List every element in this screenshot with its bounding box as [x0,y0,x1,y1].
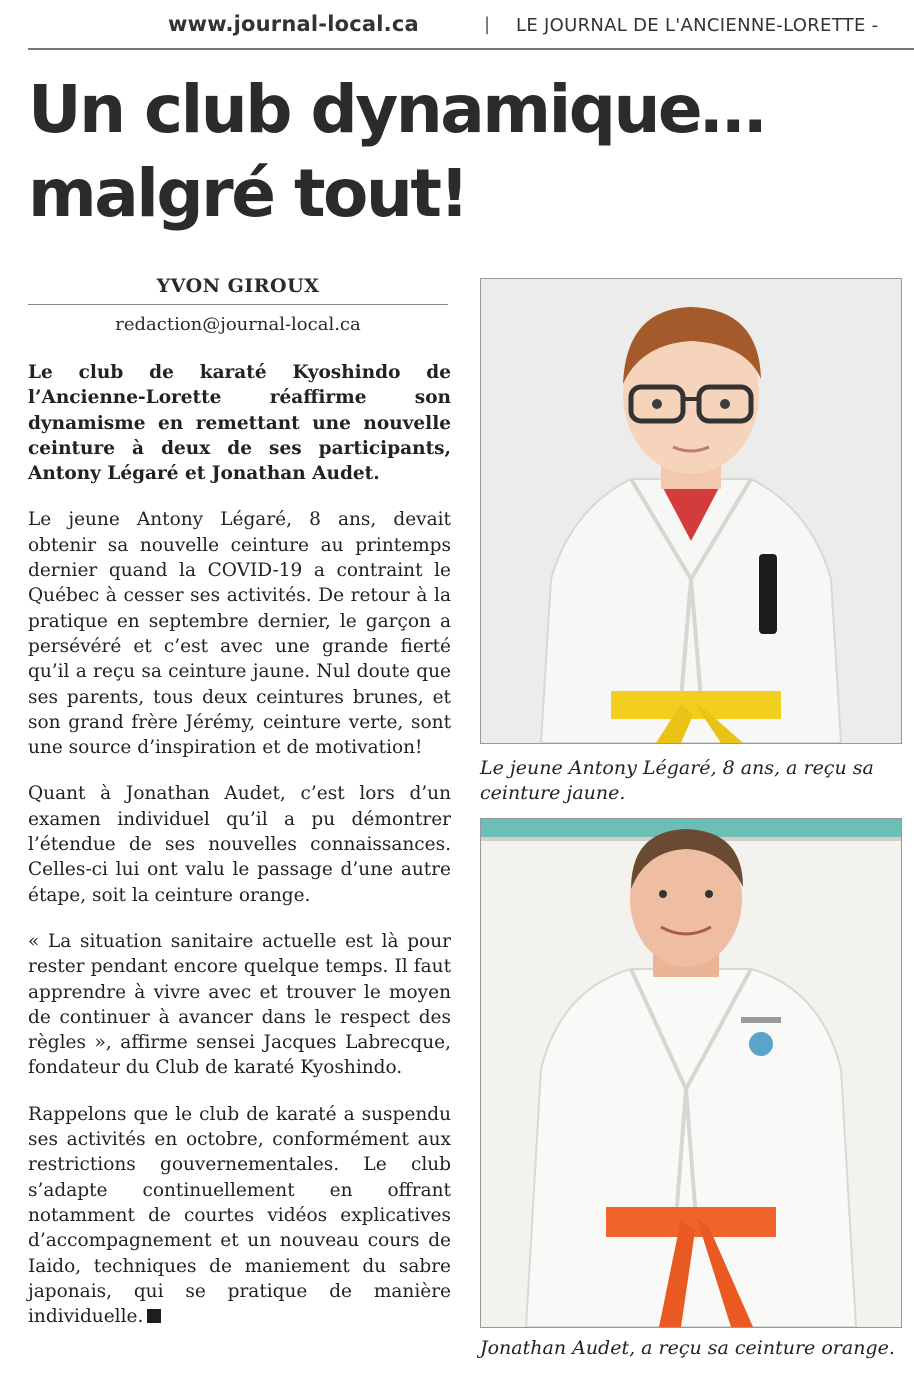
photo-antony-legare [480,278,902,744]
article-body [28,360,451,1350]
photo-jonathan-audet [480,818,902,1328]
headline-line-1: Un club dynamique… [28,71,764,148]
newspaper-name: LE JOURNAL DE L'ANCIENNE-LORETTE - [516,15,879,36]
article-paragraph-4 [28,1102,451,1330]
article-paragraph-2: Quant à Jonathan Audet, c’est lors d’un examen individuel qu’il a pu démontrer l’étendue de ses nouvelles connaissances. Celles-ci lui ont valu le passage d’une autre étape, soit la ceinture orange. [28,783,451,906]
site-url[interactable]: www.journal-local.ca [168,12,419,36]
header-divider [28,48,914,50]
article-paragraph-1: Le jeune Antony Légaré, 8 ans, devait obtenir sa nouvelle ceinture au printemps dernier quand la COVID-19 a contraint le Québec à cesser ses activités. De retour à la pratique en septembre dernier, le garçon a persévéré et c’est avec une grande fierté qu’il a reçu sa ceinture jaune. Nul doute que ses parents, tous deux ceintures brunes, et son grand frère Jérémy, ceinture verte, sont une source d’inspiration et de motivation! [28,509,451,759]
article-headline [28,68,898,236]
boy-in-gi-illustration [481,279,901,743]
byline-divider [28,304,448,305]
article-paragraph-3: « La situation sanitaire actuelle est là pour rester pendant encore quelque temps. Il faut apprendre à vivre avec et trouver le moyen de continuer à avancer dans le respect des règles », affirme sensei Jacques Labrecque, fondateur du Club de karaté Kyoshindo. [28,930,451,1079]
photo-caption-1: Le jeune Antony Légaré, 8 ans, a reçu sa ceinture jaune. [480,757,874,804]
header-separator: | [484,14,491,35]
page-header [0,0,914,50]
article-paragraph-4-text: Rappelons que le club de karaté a suspendu ses activités en octobre, conformément aux restrictions gouvernementales. Le club s’adapte continuellement en offrant notamment de courtes vidéos explicatives d’accompagnement et un nouveau cours de Iaido, techniques de maniement du sabre japonais, qui se pratique de manière individuelle. [28,1103,451,1328]
author-email[interactable]: redaction@journal-local.ca [115,314,361,335]
man-in-gi-illustration [481,819,901,1327]
article-lead: Le club de karaté Kyoshindo de l’Ancienne-Lorette réaffirme son dynamisme en remettant une nouvelle ceinture à deux de ses participants, Antony Légaré et Jonathan Audet. [28,362,451,485]
photo-caption-2: Jonathan Audet, a reçu sa ceinture orange. [480,1337,895,1359]
author-byline: YVON GIROUX [156,275,320,297]
headline-line-2: malgré tout! [28,155,467,232]
end-mark-icon [147,1309,161,1323]
